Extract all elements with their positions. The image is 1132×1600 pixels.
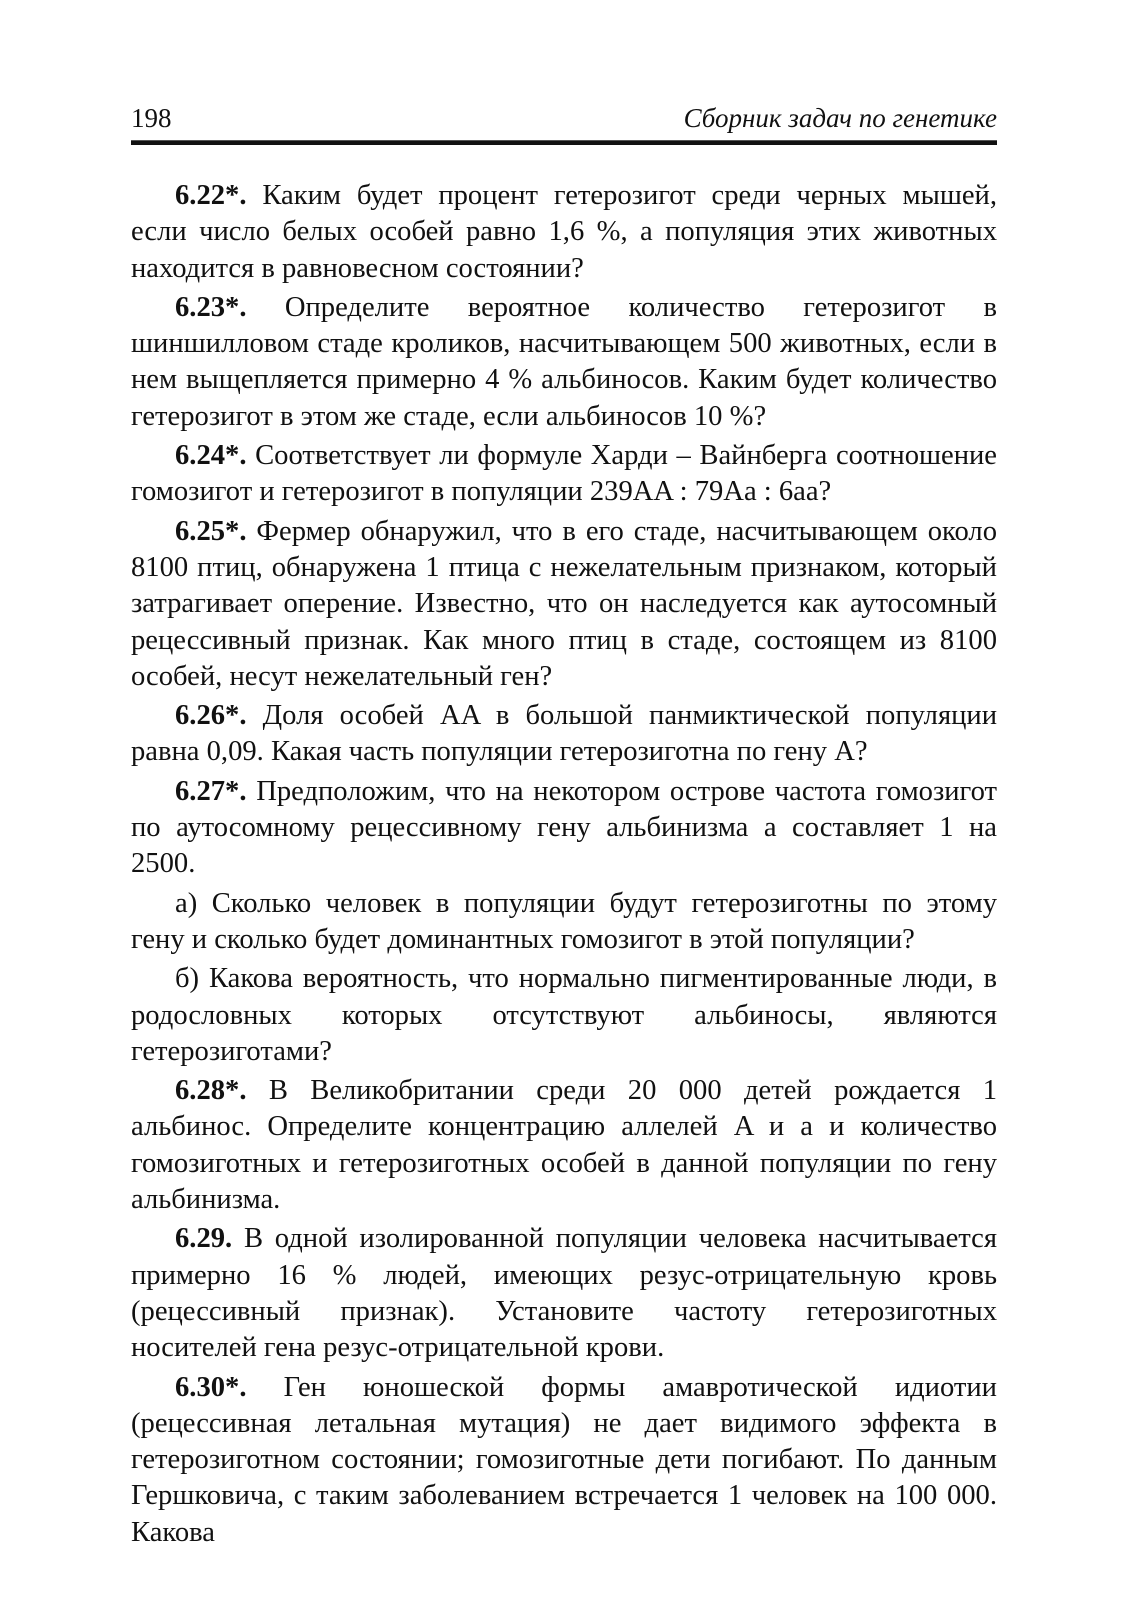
problem-text: Каким будет процент гетерозигот среди черных мышей, если число белых особей равно 1,6 %, а популяция этих животных находится в равновесном состоянии? [131,180,997,284]
book-title: Сборник задач по генетике [683,103,997,133]
problem-text: Доля особей AA в большой панмиктической популяции равна 0,09. Какая часть популяции гетерозиготна по гену A? [131,700,997,768]
problem-6-27-part-b [131,961,997,1070]
problem-6-27 [131,774,997,883]
header-rule [131,140,997,145]
problem-text: а) Сколько человек в популяции будут гетерозиготны по этому гену и сколько будет доминантных гомозигот в этой популяции? [131,887,997,955]
problem-number: 6.27*. [175,775,247,807]
problem-6-27-part-a [131,886,997,959]
problem-number: 6.30*. [175,1371,247,1403]
problem-text: Фермер обнаружил, что в его стаде, насчитывающем около 8100 птиц, обнаружена 1 птица с нежелательным признаком, который затрагивает оперение. Известно, что он наследуется как аутосомный рецессивный признак. Как много птиц в стаде, состоящем из 8100 особей, несут нежелательный ген? [131,515,997,692]
problem-6-24 [131,438,997,511]
problem-6-30 [131,1370,997,1551]
problem-number: 6.24*. [175,440,247,472]
problem-number: 6.23*. [175,291,247,323]
problem-6-23 [131,290,997,435]
problem-text: б) Какова вероятность, что нормально пигментированные люди, в родословных которых отсутствуют альбиносы, являются гетерозиготами? [131,963,997,1067]
problem-text: Предположим, что на некотором острове частота гомозигот по аутосомному рецессивному гену альбинизма a составляет 1 на 2500. [131,775,997,880]
problem-number: 6.26*. [175,700,247,732]
running-head [131,100,997,136]
problem-text: Определите вероятное количество гетерозигот в шиншилловом стаде кроликов, насчитывающем 500 животных, если в нем выщепляется примерно 4 % альбиносов. Каким будет количество гетерозигот в этом же стаде, если альбиносов 10 %? [131,291,997,432]
problem-6-28 [131,1073,997,1218]
problem-6-22 [131,178,997,287]
problem-6-25 [131,514,997,695]
problem-number: 6.22*. [175,180,247,211]
problems-text [131,178,997,1551]
page-number: 198 [131,103,172,133]
problem-number: 6.25*. [175,515,247,547]
problem-text: В одной изолированной популяции человека насчитывается примерно 16 % людей, имеющих резус-отрицательную кровь (рецессивный признак). Установите частоту гетерозиготных носителей гена резус-отрицательной крови. [131,1223,997,1364]
book-page [131,100,997,1551]
problem-text: Соответствует ли формуле Харди – Вайнберга соотношение гомозигот и гетерозигот в популяции 239AA : 79Aa : 6aa? [131,440,997,508]
problem-number: 6.29. [175,1223,233,1255]
problem-6-29 [131,1221,997,1366]
problem-number: 6.28*. [175,1075,247,1107]
problem-6-26 [131,698,997,771]
problem-text: Ген юношеской формы амавротической идиотии (рецессивная летальная мутация) не дает видимого эффекта в гетерозиготном состоянии; гомозиготные дети погибают. По данным Гершковича, с таким заболеванием встречается 1 человек на 100 000. Какова [131,1371,997,1548]
problem-text: В Великобритании среди 20 000 детей рождается 1 альбинос. Определите концентрацию аллелей A и a и количество гомозиготных и гетерозиготных особей в данной популяции по гену альбинизма. [131,1075,997,1216]
